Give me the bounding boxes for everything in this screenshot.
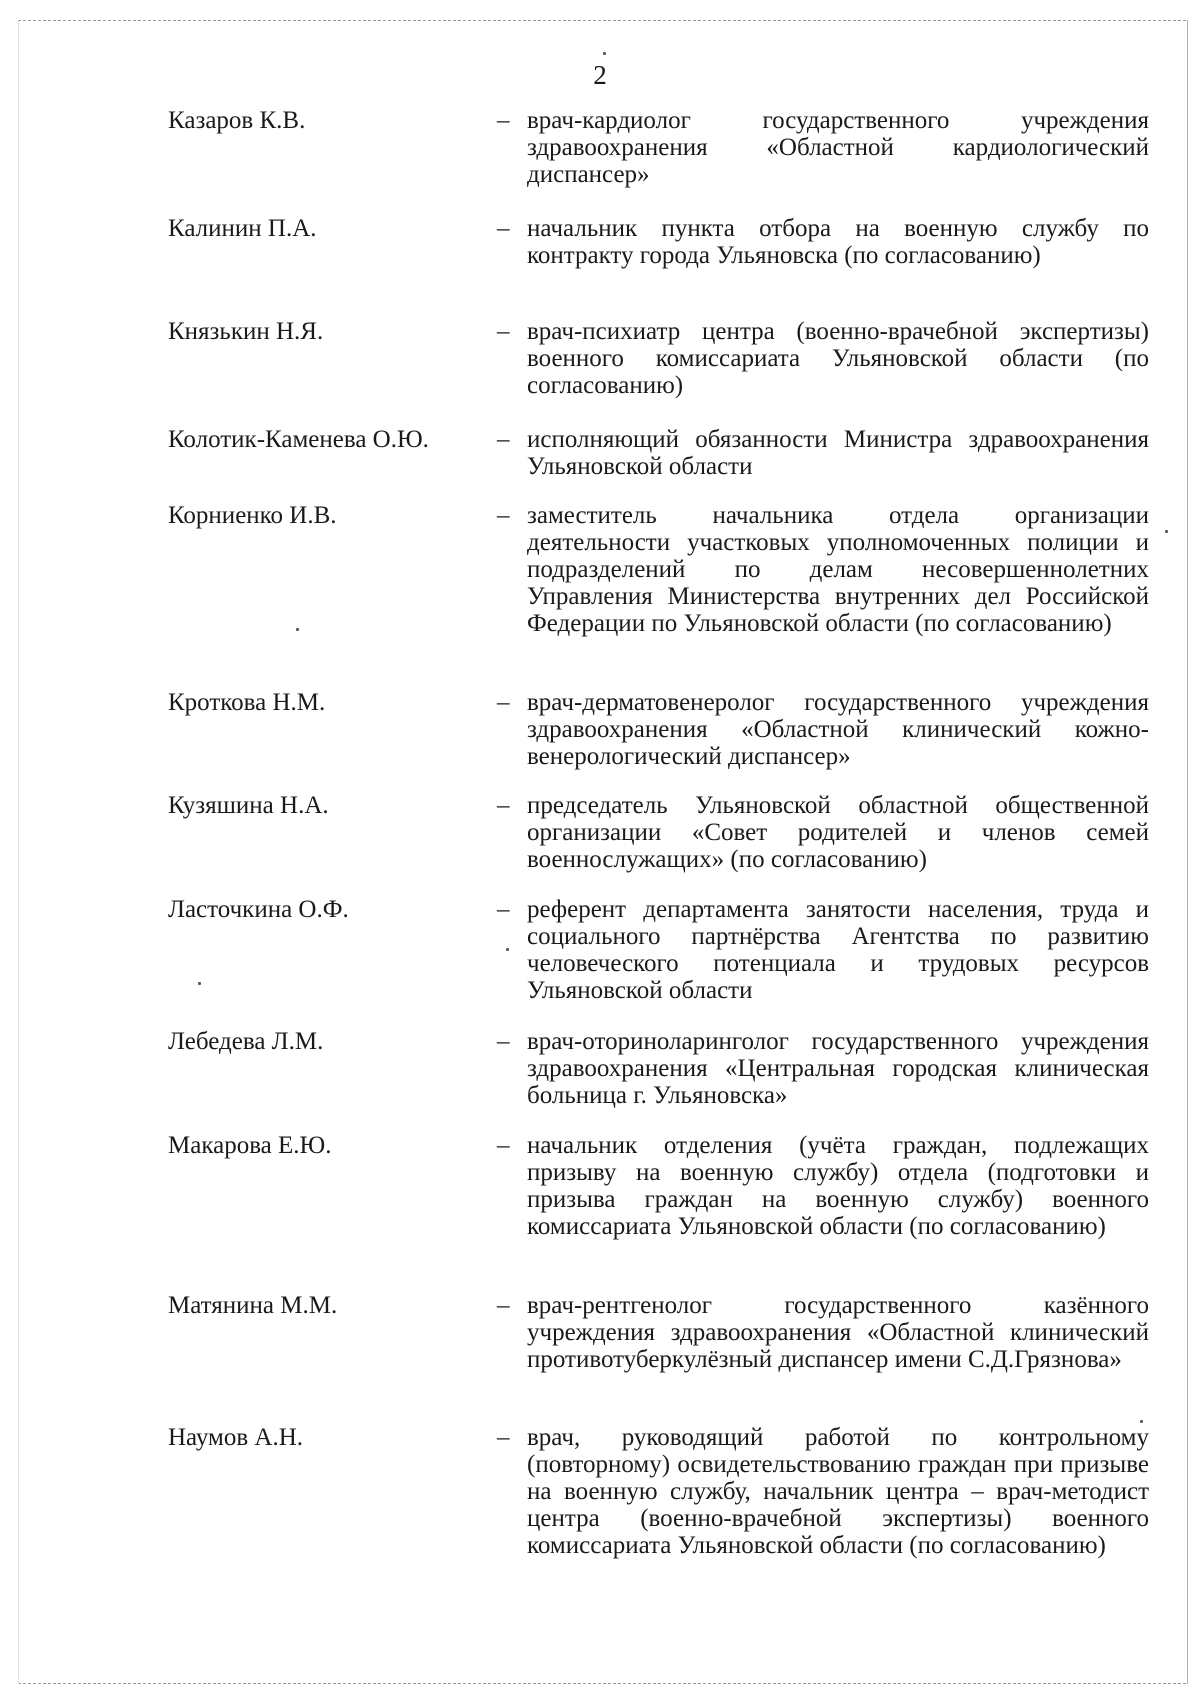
member-name: Корниенко И.В. — [168, 502, 337, 529]
member-position: врач-оториноларинголог государственного учреждения здравоохранения «Центральная городская клиническая больница г. Ульяновска» — [527, 1028, 1149, 1109]
member-name: Макарова Е.Ю. — [168, 1132, 332, 1159]
page-number: 2 — [593, 60, 607, 90]
separator-dash: – — [497, 896, 510, 923]
member-position: референт департамента занятости населения, труда и социального партнёрства Агентства по развитию человеческого потенциала и трудовых ресурсов Ульяновской области — [527, 896, 1149, 1004]
member-position: исполняющий обязанности Министра здравоохранения Ульяновской области — [527, 426, 1149, 480]
separator-dash: – — [497, 107, 510, 134]
member-position: начальник отделения (учёта граждан, подлежащих призыву на военную службу) отдела (подготовки и призыва граждан на военную службу) военного комиссариата Ульяновской области (по согласованию) — [527, 1132, 1149, 1240]
member-position: врач-рентгенолог государственного казённого учреждения здравоохранения «Областной клинический противотуберкулёзный диспансер имени С.Д.Грязнова» — [527, 1292, 1149, 1373]
member-position: врач-дерматовенеролог государственного учреждения здравоохранения «Областной клинический кожно-венерологический диспансер» — [527, 689, 1149, 770]
member-name: Кузяшина Н.А. — [168, 792, 329, 819]
member-position: начальник пункта отбора на военную службу по контракту города Ульяновска (по согласованию) — [527, 215, 1149, 269]
separator-dash: – — [497, 318, 510, 345]
member-name: Кроткова Н.М. — [168, 689, 326, 716]
separator-dash: – — [497, 1132, 510, 1159]
member-position: заместитель начальника отдела организации деятельности участковых уполномоченных полиции и подразделений по делам несовершеннолетних Управления Министерства внутренних дел Российской Федерации по Ульяновской области (по согласованию) — [527, 502, 1149, 637]
separator-dash: – — [497, 426, 510, 453]
member-name: Калинин П.А. — [168, 215, 317, 242]
member-position: врач-кардиолог государственного учреждения здравоохранения «Областной кардиологический диспансер» — [527, 107, 1149, 188]
member-name: Казаров К.В. — [168, 107, 306, 134]
separator-dash: – — [497, 689, 510, 716]
member-position: врач-психиатр центра (военно-врачебной экспертизы) военного комиссариата Ульяновской области (по согласованию) — [527, 318, 1149, 399]
separator-dash: – — [497, 215, 510, 242]
member-name: Князькин Н.Я. — [168, 318, 324, 345]
separator-dash: – — [497, 1292, 510, 1319]
member-position: врач, руководящий работой по контрольному (повторному) освидетельствованию граждан при призыве на военную службу, начальник центра – врач-методист центра (военно-врачебной экспертизы) военного комиссариата Ульяновской области (по согласованию) — [527, 1424, 1149, 1559]
separator-dash: – — [497, 1424, 510, 1451]
member-name: Колотик-Каменева О.Ю. — [168, 426, 429, 453]
separator-dash: – — [497, 502, 510, 529]
member-position: председатель Ульяновской областной общественной организации «Совет родителей и членов семей военнослужащих» (по согласованию) — [527, 792, 1149, 873]
member-name: Ласточкина О.Ф. — [168, 896, 349, 923]
member-name: Матянина М.М. — [168, 1292, 338, 1319]
separator-dash: – — [497, 792, 510, 819]
member-name: Наумов А.Н. — [168, 1424, 304, 1451]
member-name: Лебедева Л.М. — [168, 1028, 324, 1055]
separator-dash: – — [497, 1028, 510, 1055]
